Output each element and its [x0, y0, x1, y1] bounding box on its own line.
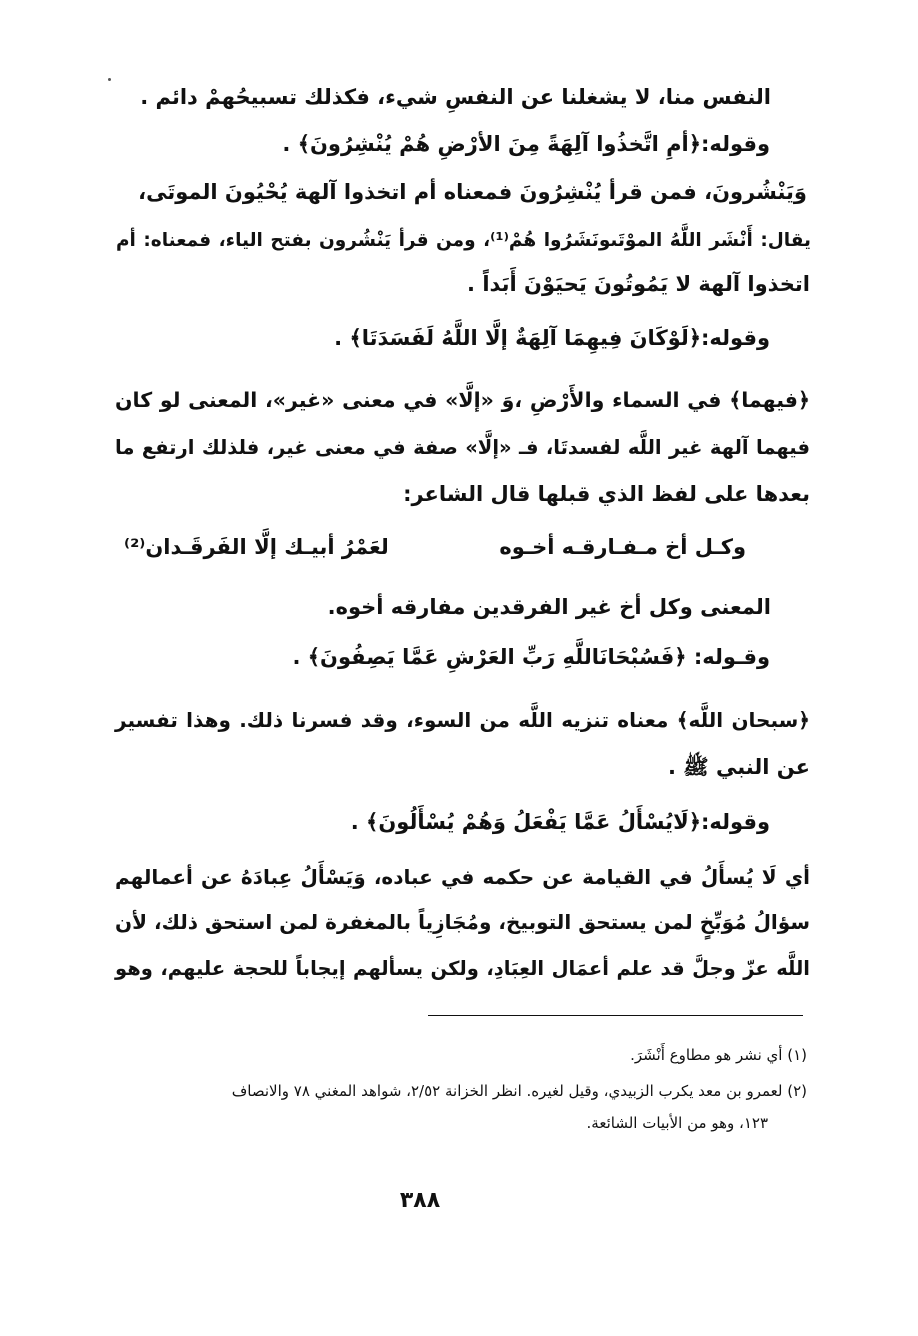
page-number: ٣٨٨	[399, 1188, 441, 1213]
text-line: ﴿سبحان اللَّه﴾ معناه تنزيه اللَّه من السوء، وقد فسرنا ذلك. وهذا تفسير	[115, 708, 810, 732]
text-line: وَيَنْشُرونَ، فمن قرأ يُنْشِرُونَ فمعناه أم اتخذوا آلهة يُحْيُونَ الموتَى،	[138, 180, 807, 204]
verse-first-hemistich: وكـل أخ مـفـارقـه أخـوه	[499, 535, 746, 559]
text-line: سؤالُ مُوَبِّخٍ لمن يستحق التوبيخ، ومُجَازِياً بالمغفرة لمن استحق ذلك، لأن	[115, 910, 810, 934]
footnote-2-continued: ١٢٣، وهو من الأبيات الشائعة.	[586, 1114, 768, 1132]
footnote-separator	[428, 1015, 803, 1016]
text-line: وقوله:﴿أمِ اتَّخذُوا آلِهَةً مِنَ الأرْضِ هُمْ يُنْشِرُونَ﴾ .	[282, 132, 770, 156]
text-line: النفس منا، لا يشغلنا عن النفسِ شيء، فكذلك تسبيحُهمْ دائم .	[140, 85, 771, 109]
print-speck	[108, 78, 111, 81]
text-line: اتخذوا آلهة لا يَمُوتُونَ يَحيَوْنَ أَبَداً .	[467, 272, 810, 296]
text-line: بعدها على لفظ الذي قبلها قال الشاعر:	[403, 482, 810, 506]
text-line: اللَّه عزّ وجلَّ قد علم أعمَال العِبَادِ، ولكن يسألهم إيجاباً للحجة عليهم، وهو	[115, 957, 810, 980]
text-line: وقوله:﴿لَايُسْأَلُ عَمَّا يَفْعَلُ وَهُمْ يُسْأَلُونَ﴾ .	[350, 810, 770, 834]
footnote-2: (٢) لعمرو بن معد يكرب الزبيدي، وقيل لغيره. انظر الخزانة ٢/٥٢، شواهد المغني ٧٨ والانصاف	[231, 1082, 807, 1100]
text-line: أي لَا يُسأَلُ في القيامة عن حكمه في عباده، وَيَسْأَلُ عِبادَهُ عن أعمالهم	[115, 865, 810, 889]
verse-second-hemistich: لعَمْرُ أبيـك إلَّا الفَرقَـدان⁽²⁾	[124, 535, 389, 559]
text-line: المعنى وكل أخ غير الفرقدين مفارقه أخوه.	[327, 595, 771, 619]
text-line: وقـوله: ﴿فَسُبْحَانَاللَّهِ رَبِّ العَرْشِ عَمَّا يَصِفُونَ﴾ .	[292, 645, 770, 669]
text-line: فيهما آلهة غير اللَّه لفسدتَا، فـ «إلَّا» صفة في معنى غير، فلذلك ارتفع ما	[115, 436, 810, 459]
text-line: عن النبي ﷺ .	[668, 755, 810, 779]
text-line: يقال: أَنْشَر اللَّهُ الموْتَىونَشَرُوا هُمْ⁽¹⁾، ومن قرأ يَنْشُرون بفتح الياء، فمعناه: أم	[116, 230, 811, 251]
text-line: ﴿فيهما﴾ في السماء والأَرْضِ ،وَ «إلَّا» في معنى «غير»، المعنى لو كان	[115, 388, 810, 412]
text-line: وقوله:﴿لَوْكَانَ فِيهِمَا آلِهَةٌ إلَّا اللَّهُ لَفَسَدَتَا﴾ .	[334, 326, 770, 350]
footnote-1: (١) أي نشر هو مطاوع أَنْشَرَ.	[630, 1046, 807, 1064]
